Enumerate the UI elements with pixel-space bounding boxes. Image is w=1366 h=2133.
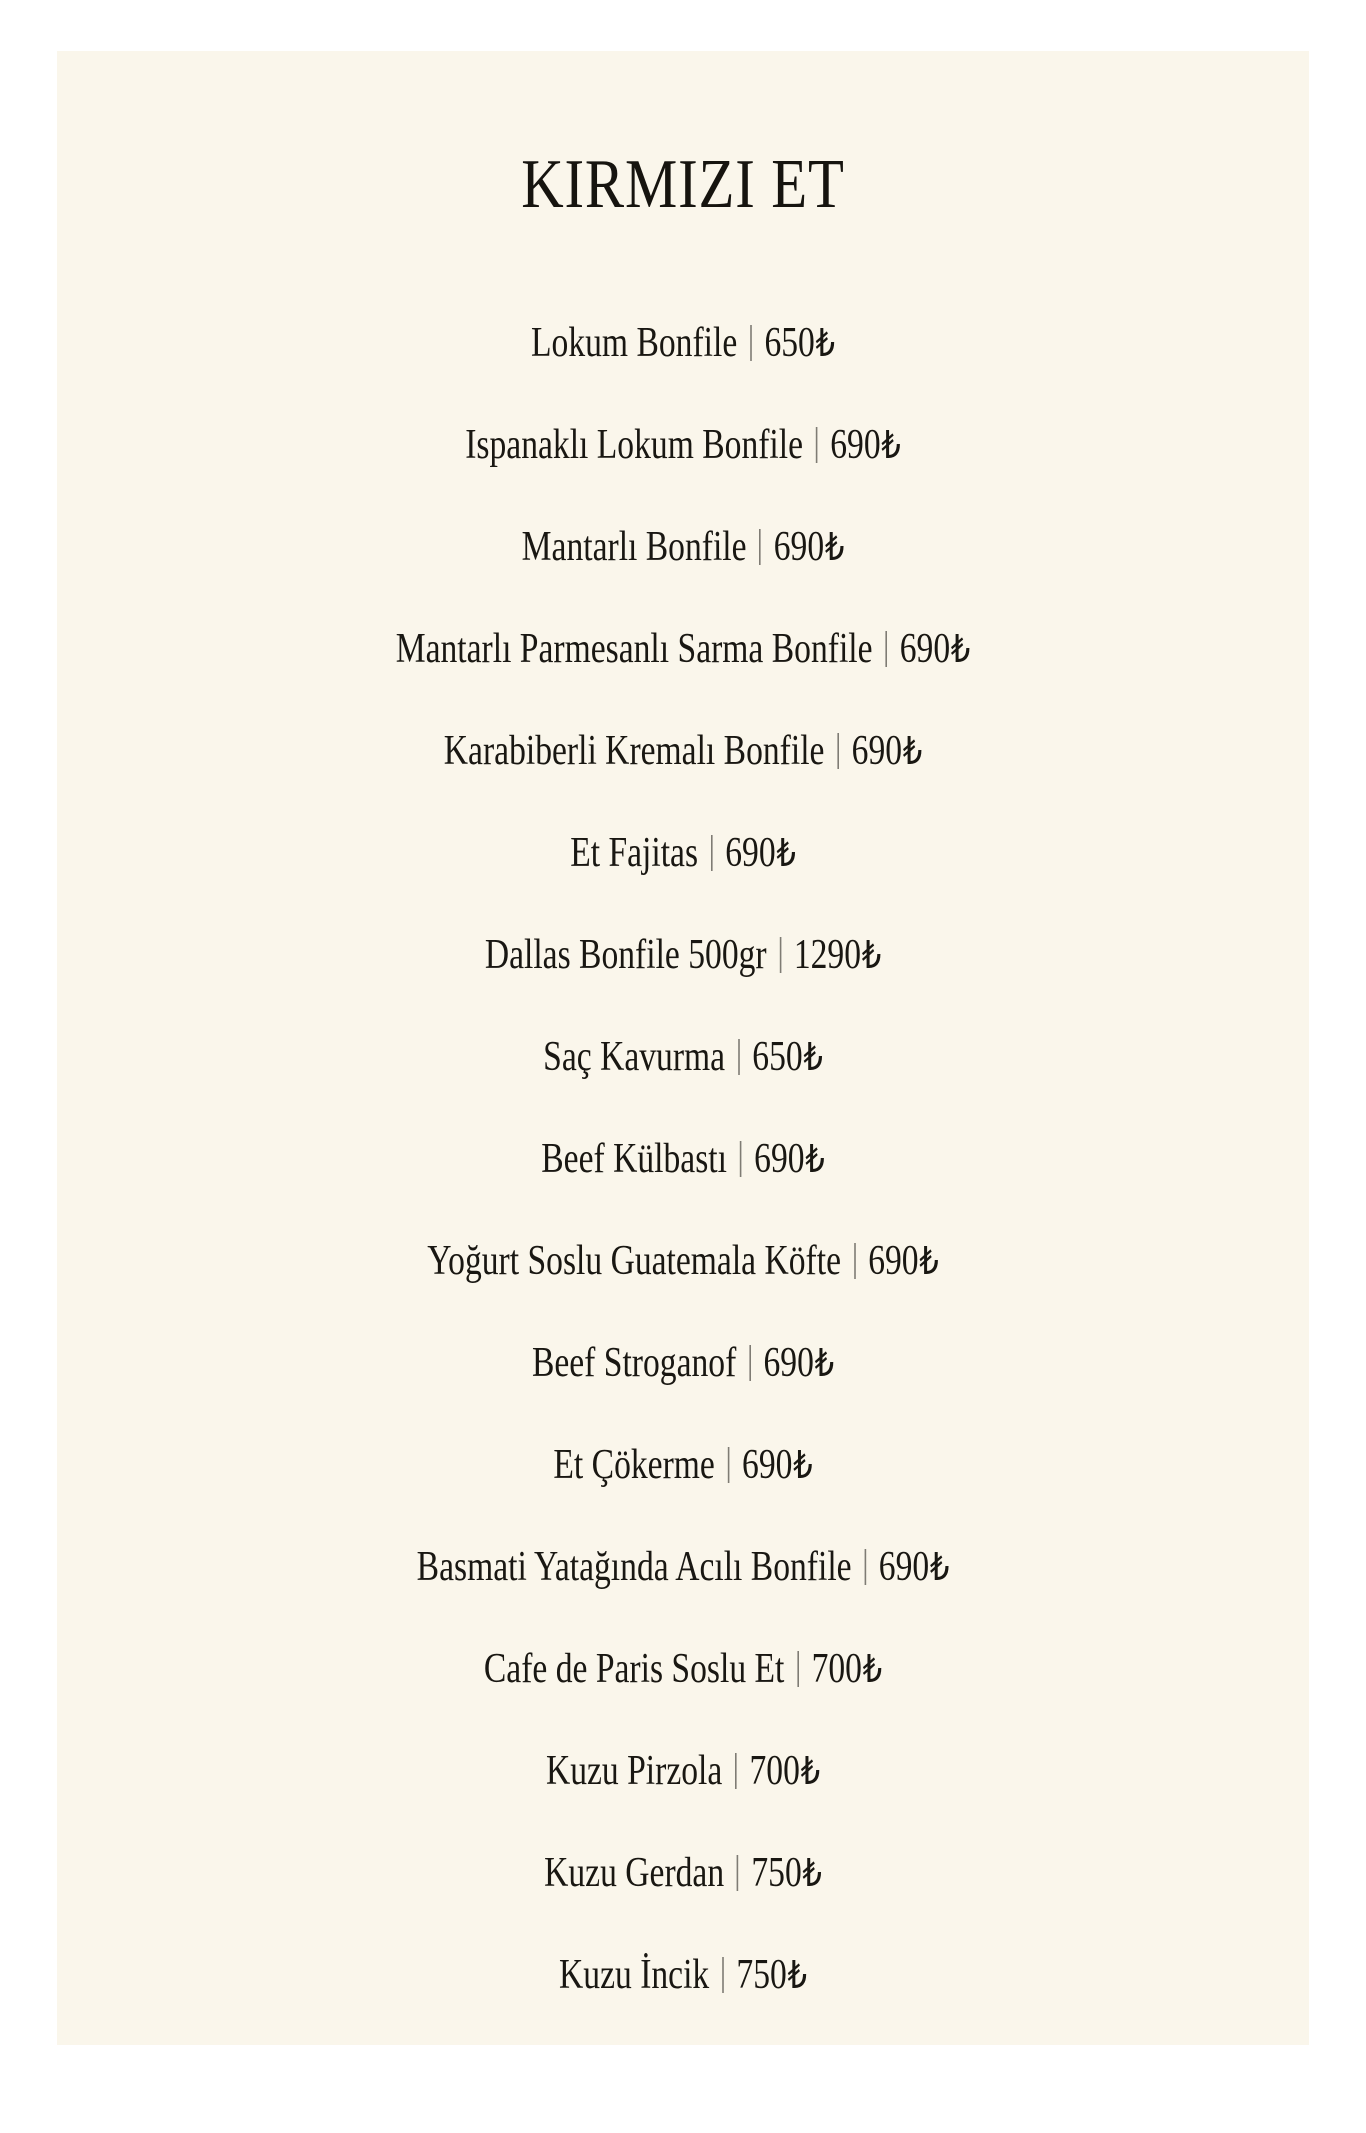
turkish-lira-icon: ₺ (815, 321, 835, 365)
price-value: 1290 (793, 932, 862, 978)
menu-item-row (182, 934, 1184, 976)
price-value: 650 (764, 320, 815, 366)
menu-item-name: Basmati Yatağında Acılı Bonfile (416, 1544, 852, 1590)
price-divider-line (797, 1651, 799, 1687)
turkish-lira-icon: ₺ (862, 1647, 883, 1691)
menu-item-price (764, 322, 835, 364)
price-divider-line (738, 1039, 740, 1075)
turkish-lira-icon: ₺ (824, 525, 845, 569)
menu-section-title: KIRMIZI ET (521, 146, 845, 223)
turkish-lira-icon: ₺ (802, 1851, 822, 1895)
price-value: 690 (868, 1238, 919, 1284)
menu-item-row (182, 1444, 1184, 1486)
menu-item-name: Mantarlı Bonfile (521, 524, 747, 570)
menu-item-name: Dallas Bonfile 500gr (484, 932, 767, 978)
menu-item-name: Beef Stroganof (531, 1340, 737, 1386)
menu-item-price (852, 730, 923, 772)
price-value: 690 (773, 524, 825, 570)
turkish-lira-icon: ₺ (919, 1239, 939, 1283)
price-value: 690 (754, 1136, 805, 1182)
price-value: 690 (878, 1544, 930, 1590)
menu-item-price (830, 424, 901, 466)
price-value: 690 (851, 728, 903, 774)
menu-item-name: Et Fajitas (570, 830, 699, 876)
menu-item-row (182, 1138, 1184, 1180)
price-value: 690 (899, 626, 951, 672)
menu-item-price (764, 1342, 835, 1384)
menu-item-price (774, 526, 845, 568)
price-divider-line (759, 529, 761, 565)
menu-item-row (182, 322, 1184, 364)
turkish-lira-icon: ₺ (803, 1035, 823, 1079)
price-divider-line (740, 1141, 742, 1177)
price-divider-line (816, 427, 818, 463)
turkish-lira-icon: ₺ (929, 1545, 950, 1589)
menu-item-price (736, 1954, 807, 1996)
menu-item-row (182, 526, 1184, 568)
menu-item-price (750, 1750, 821, 1792)
menu-item-name: Et Çökerme (553, 1442, 715, 1488)
price-divider-line (749, 1345, 751, 1381)
menu-item-name: Beef Külbastı (541, 1136, 727, 1182)
menu-item-row (182, 628, 1184, 670)
menu-item-row (182, 1240, 1184, 1282)
price-value: 650 (752, 1034, 803, 1080)
price-value: 700 (811, 1646, 862, 1692)
turkish-lira-icon: ₺ (881, 423, 901, 467)
price-divider-line (779, 937, 781, 973)
menu-item-name: Kuzu İncik (559, 1952, 710, 1998)
menu-item-price (725, 832, 796, 874)
menu-item-row (182, 730, 1184, 772)
menu-item-name: Ispanaklı Lokum Bonfile (465, 422, 804, 468)
turkish-lira-icon: ₺ (776, 831, 796, 875)
menu-list (57, 322, 1309, 1996)
menu-item-price (900, 628, 971, 670)
menu-item-name: Kuzu Gerdan (544, 1850, 725, 1896)
menu-item-price (752, 1036, 823, 1078)
price-value: 750 (751, 1850, 802, 1896)
menu-item-name: Karabiberli Kremalı Bonfile (443, 728, 825, 774)
turkish-lira-icon: ₺ (950, 627, 971, 671)
menu-item-price (742, 1444, 813, 1486)
menu-item-row (182, 1342, 1184, 1384)
price-divider-line (837, 733, 839, 769)
price-value: 750 (736, 1952, 787, 1998)
menu-item-row (182, 1750, 1184, 1792)
menu-item-price (751, 1852, 822, 1894)
turkish-lira-icon: ₺ (805, 1137, 825, 1181)
price-value: 690 (830, 422, 881, 468)
price-divider-line (735, 1753, 737, 1789)
menu-item-name: Kuzu Pirzola (545, 1748, 723, 1794)
price-value: 690 (763, 1340, 814, 1386)
menu-item-name: Lokum Bonfile (531, 320, 738, 366)
turkish-lira-icon: ₺ (814, 1341, 835, 1385)
price-divider-line (885, 631, 887, 667)
price-divider-line (728, 1447, 730, 1483)
menu-item-row (182, 1546, 1184, 1588)
turkish-lira-icon: ₺ (793, 1443, 813, 1487)
menu-item-price (868, 1240, 939, 1282)
menu-item-row (182, 1648, 1184, 1690)
menu-item-row (182, 1852, 1184, 1894)
menu-item-row (182, 424, 1184, 466)
price-divider-line (722, 1957, 724, 1993)
menu-item-price (812, 1648, 883, 1690)
menu-item-name: Mantarlı Parmesanlı Sarma Bonfile (395, 626, 873, 672)
turkish-lira-icon: ₺ (787, 1953, 807, 1997)
turkish-lira-icon: ₺ (861, 933, 882, 977)
menu-item-name: Yoğurt Soslu Guatemala Köfte (427, 1238, 841, 1284)
menu-item-price (754, 1138, 825, 1180)
turkish-lira-icon: ₺ (902, 729, 923, 773)
price-divider-line (750, 325, 752, 361)
menu-item-price (879, 1546, 950, 1588)
menu-item-name: Saç Kavurma (543, 1034, 726, 1080)
menu-item-row (182, 1954, 1184, 1996)
price-divider-line (737, 1855, 739, 1891)
menu-item-name: Cafe de Paris Soslu Et (483, 1646, 785, 1692)
price-value: 690 (742, 1442, 793, 1488)
price-value: 690 (725, 830, 776, 876)
price-divider-line (854, 1243, 856, 1279)
turkish-lira-icon: ₺ (800, 1749, 821, 1793)
menu-item-price (794, 934, 881, 976)
menu-card (57, 51, 1309, 2045)
menu-item-row (182, 1036, 1184, 1078)
price-value: 700 (749, 1748, 800, 1794)
price-divider-line (711, 835, 713, 871)
price-divider-line (864, 1549, 866, 1585)
menu-item-row (182, 832, 1184, 874)
